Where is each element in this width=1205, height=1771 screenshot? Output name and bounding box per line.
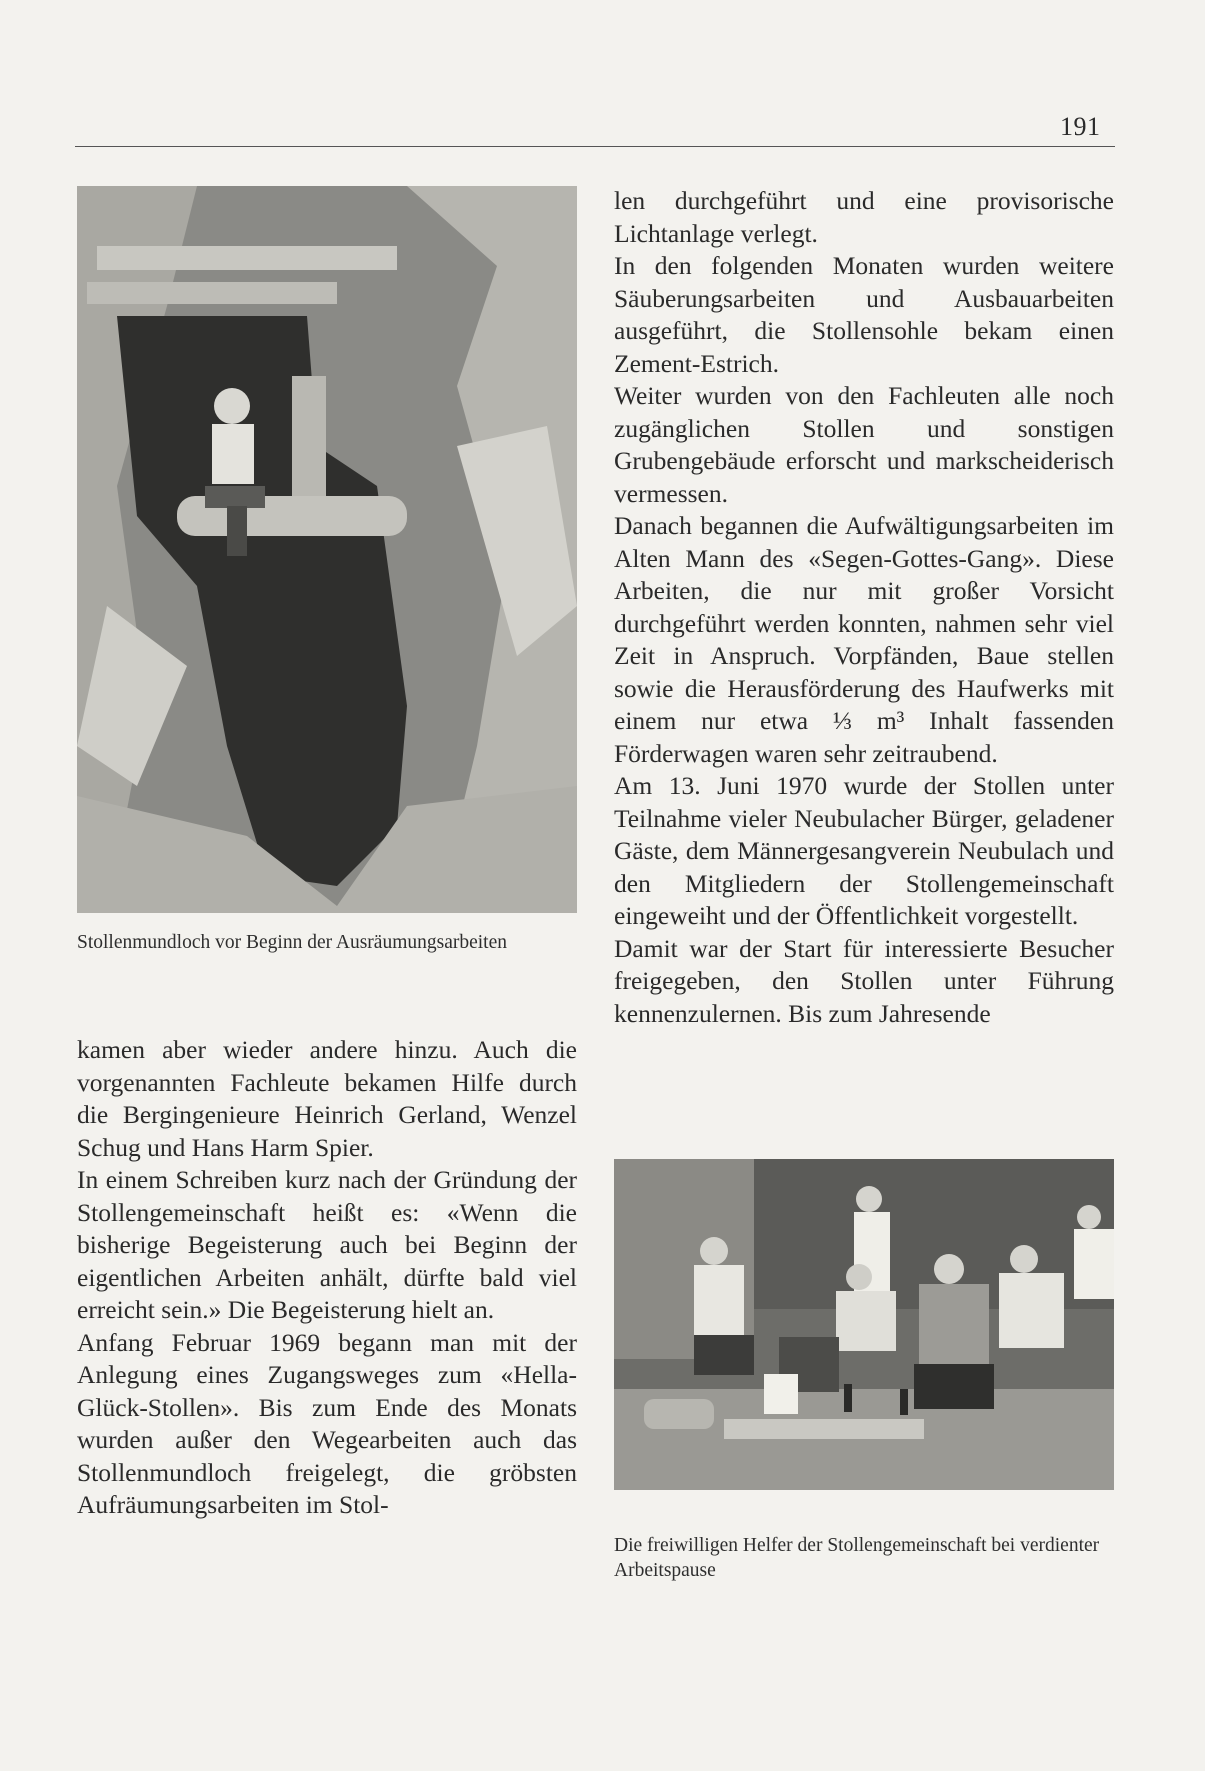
header-rule	[75, 146, 1115, 147]
page-number: 191	[1060, 112, 1101, 141]
paragraph: Anfang Februar 1969 begann man mit der Anlegung eines Zugangsweges zum «Hella-Glück-Stollen». Bis zum Ende des Monats wurden außer den Wegearbeiten auch das Stollenmundloch freigelegt, die gröbsten Aufräumungsarbeiten im Stol-	[77, 1327, 577, 1519]
photo-caption: Stollenmundloch vor Beginn der Ausräumungsarbeiten	[77, 932, 508, 953]
paragraph: In den folgenden Monaten wurden weitere Säuberungsarbeiten und Ausbauarbeiten ausgeführt, die Stollensohle bekam einen Zement-Estrich.	[614, 251, 1114, 378]
right-text-column	[614, 185, 1114, 1030]
paragraph: Danach begannen die Aufwältigungsarbeiten im Alten Mann des «Segen-Gottes-Gang». Diese Arbeiten, die nur mit großer Vorsicht durchgeführt werden konnten, nahmen sehr viel Zeit in Anspruch. Vorpfänden, Baue stellen sowie die Herausförderung des Haufwerks mit einem nur etwa ⅓ m³ Inhalt fassenden Förderwagen waren sehr zeitraubend.	[614, 511, 1114, 768]
paragraph: kamen aber wieder andere hinzu. Auch die vorgenannten Fachleute bekamen Hilfe durch die Bergingenieure Heinrich Gerland, Wenzel Schug und Hans Harm Spier.	[77, 1035, 577, 1162]
paragraph: Damit war der Start für interessierte Besucher freigegeben, den Stollen unter Führung kennenzulernen. Bis zum Jahresende	[614, 933, 1114, 1028]
paragraph: Am 13. Juni 1970 wurde der Stollen unter Teilnahme vieler Neubulacher Bürger, geladener Gäste, dem Männergesangverein Neubulach und den Mitgliedern der Stollengemeinschaft eingeweiht und der Öffentlichkeit vorgestellt.	[614, 771, 1114, 930]
volunteers-photo	[614, 1159, 1114, 1490]
left-text-column	[77, 1034, 577, 1522]
paragraph: len durchgeführt und eine provisorische Lichtanlage verlegt.	[614, 186, 1114, 248]
paragraph: In einem Schreiben kurz nach der Gründung der Stollengemeinschaft heißt es: «Wenn die bisherige Begeisterung auch bei Beginn der eigentlichen Arbeiten anhält, dürfte bald viel erreicht sein.» Die Begeisterung hielt an.	[77, 1165, 577, 1324]
mine-entrance-photo	[77, 186, 577, 913]
paragraph: Weiter wurden von den Fachleuten alle noch zugänglichen Stollen und sonstigen Grubengebäude erforscht und markscheiderisch vermessen.	[614, 381, 1114, 508]
photo-caption: Die freiwilligen Helfer der Stollengemeinschaft bei verdienter Arbeitspause	[614, 1535, 1100, 1581]
